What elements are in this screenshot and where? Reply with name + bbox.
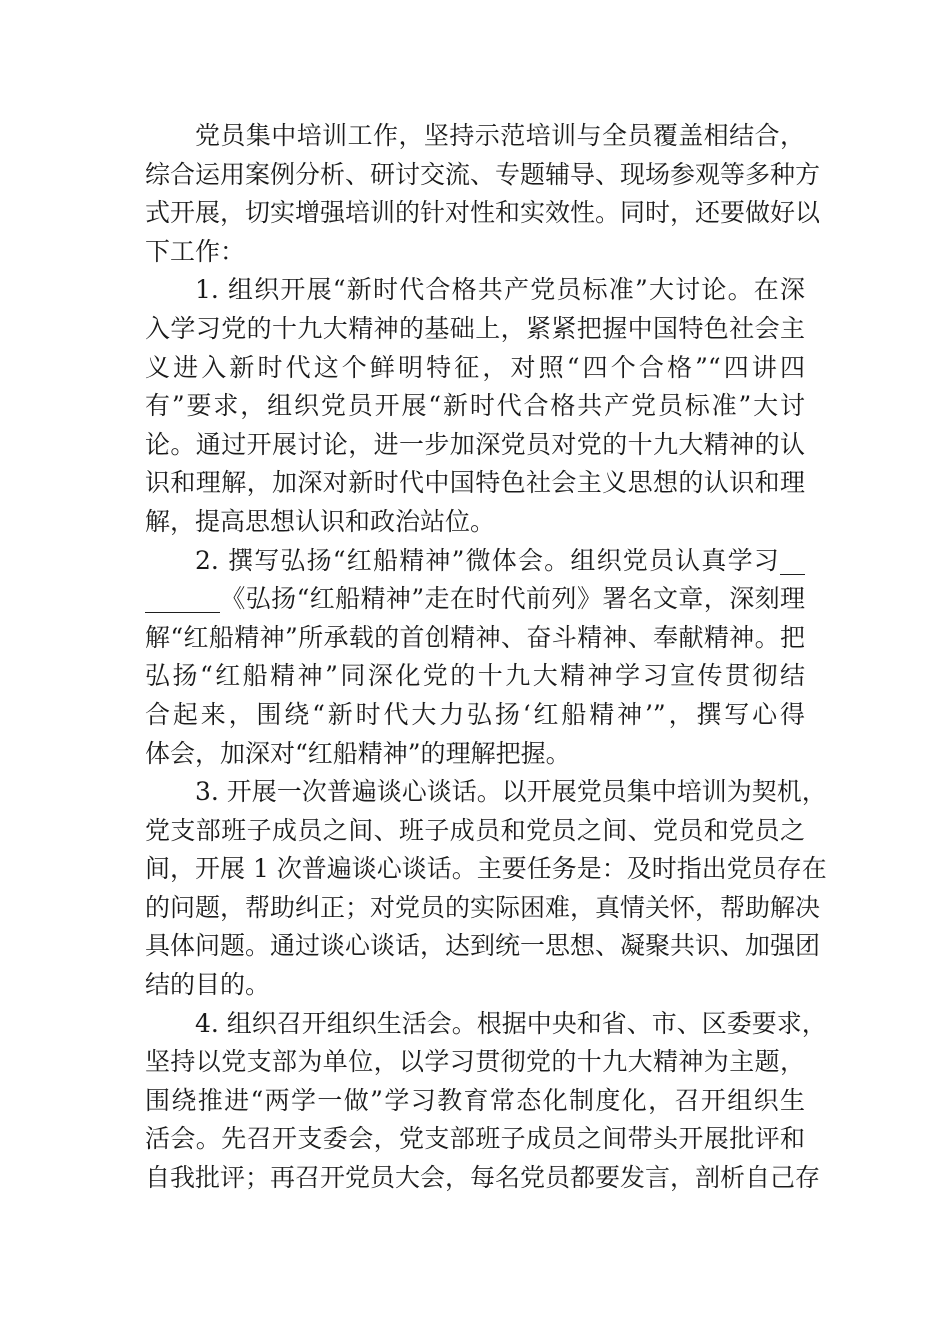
text-line: 结的目的。 [145, 970, 271, 1000]
text-line: 4. 组织召开组织生活会。根据中央和省、市、区委要求， [195, 1008, 827, 1038]
text-line: 有”要求，组织党员开展“新时代合格共产党员标准”大讨 [145, 391, 805, 421]
text-line: 1. 组织开展“新时代合格共产党员标准”大讨论。在深 [195, 275, 805, 305]
text-line: 下工作： [145, 236, 246, 266]
text-line: 义进入新时代这个鲜明特征，对照“四个合格”“四讲四 [145, 352, 805, 382]
paragraph-intro [145, 117, 821, 271]
text-line: 间，开展 1 次普遍谈心谈话。主要任务是：及时指出党员存在 [145, 854, 827, 884]
text-line: 弘扬“红船精神”同深化党的十九大精神学习宣传贯彻结 [145, 661, 805, 691]
text-line: 的问题，帮助纠正；对党员的实际困难，真情关怀，帮助解决 [145, 892, 821, 922]
text-line: 党员集中培训工作，坚持示范培训与全员覆盖相结合， [195, 121, 805, 150]
text-line: ______《弘扬“红船精神”走在时代前列》署名文章，深刻理 [145, 584, 805, 614]
text-line: 自我批评；再召开党员大会，每名党员都要发言，剖析自己存 [145, 1163, 821, 1193]
text-line: 活会。先召开支委会，党支部班子成员之间带头开展批评和 [145, 1124, 805, 1154]
document-body [145, 117, 827, 1198]
text-line: 解，提高思想认识和政治站位。 [145, 506, 496, 536]
paragraph-item-4 [145, 1005, 827, 1198]
text-line: 坚持以党支部为单位，以学习贯彻党的十九大精神为主题， [145, 1047, 805, 1077]
text-line: 围绕推进“两学一做”学习教育常态化制度化，召开组织生 [145, 1085, 805, 1115]
paragraph-item-1 [145, 271, 805, 541]
text-line: 论。通过开展讨论，进一步加深党员对党的十九大精神的认 [145, 429, 805, 459]
text-line: 综合运用案例分析、研讨交流、专题辅导、现场参观等多种方 [145, 159, 821, 189]
paragraph-item-2 [145, 542, 805, 774]
paragraph-item-3 [145, 773, 827, 1005]
text-line: 体会，加深对“红船精神”的理解把握。 [145, 738, 571, 768]
text-line: 具体问题。通过谈心谈话，达到统一思想、凝聚共识、加强团 [145, 931, 821, 961]
text-line: 式开展，切实增强培训的针对性和实效性。同时，还要做好以 [145, 198, 821, 228]
text-line: 3. 开展一次普遍谈心谈话。以开展党员集中培训为契机， [195, 777, 827, 807]
text-line: 2. 撰写弘扬“红船精神”微体会。组织党员认真学习__ [195, 545, 805, 575]
text-line: 识和理解，加深对新时代中国特色社会主义思想的认识和理 [145, 468, 805, 498]
text-line: 党支部班子成员之间、班子成员和党员之间、党员和党员之 [145, 815, 805, 845]
text-line: 解“红船精神”所承载的首创精神、奋斗精神、奉献精神。把 [145, 622, 805, 652]
text-line: 合起来，围绕“新时代大力弘扬‘红船精神’”，撰写心得 [145, 699, 805, 729]
text-line: 入学习党的十九大精神的基础上，紧紧把握中国特色社会主 [145, 313, 805, 343]
